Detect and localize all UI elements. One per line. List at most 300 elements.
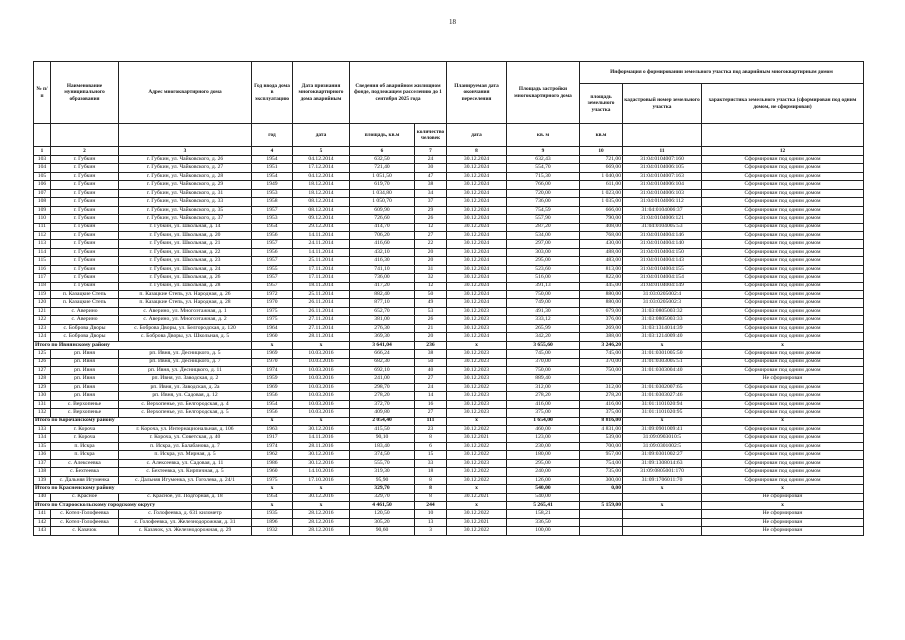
cell-people: 20 [415,257,447,265]
cell-cadastral: 31:09:1308014:63 [623,459,702,467]
table-row [34,206,864,214]
cell-address: п. Искра, ул. Мирная, д. 5 [119,451,252,459]
cell-municipality: с. Аверино [51,307,119,315]
cell-area: 1 050,70 [350,198,415,206]
cell-built-area: 3 655,60 [507,341,580,349]
cell-area: 415,50 [350,426,415,434]
cell-planned-date: x [447,417,507,425]
cell-emergency-date: 10.03.2016 [293,383,350,391]
cell-area: 305,20 [350,518,415,526]
cell-area: 741,10 [350,265,415,273]
cell-land-area: 1 035,00 [580,198,623,206]
cell-year: 1957 [252,274,293,282]
cell-emergency-date: 26.11.2014 [293,299,350,307]
cell-people: 8 [415,434,447,442]
cell-land-area: 721,00 [580,156,623,164]
cell-year: 1975 [252,316,293,324]
cell-land-char: Сформирован под одним домом [702,156,864,164]
cell-planned-date: 30.12.2023 [447,392,507,400]
cell-emergency-date: 28.12.2016 [293,527,350,535]
cell-people: 32 [415,274,447,282]
cell-land-char: Сформирован под одним домом [702,189,864,197]
cell-land-area: 375,00 [580,409,623,417]
cell-area: 706,20 [350,231,415,239]
cell-year: 1954 [252,400,293,408]
column-number: 5 [293,147,350,156]
unit-date: дата [293,124,350,147]
cell-land-area: 312,00 [580,383,623,391]
table-row [34,274,864,282]
cell-emergency-date: 14.11.2014 [293,248,350,256]
cell-planned-date: 30.12.2024 [447,156,507,164]
cell-emergency-date: 30.12.2016 [293,493,350,501]
cell-people: 27 [415,231,447,239]
cell-area: 416,60 [350,240,415,248]
cell-municipality: г. Губкин [51,265,119,273]
cell-emergency-date: 18.12.2014 [293,189,350,197]
cell-year: 1932 [252,527,293,535]
cell-land-area [580,527,623,535]
cell-cadastral: 31:04:0104005:53 [623,223,702,231]
cell-planned-date: 30.12.2024 [447,172,507,180]
cell-municipality: г. Губкин [51,206,119,214]
cell-built-area: 1 654,00 [507,417,580,425]
cell-year: 1975 [252,476,293,484]
cell-planned-date: 30.12.2024 [447,189,507,197]
cell-address: с. Дальняя Игуменка, ул. Гоголева, д. 24/1 [119,476,252,484]
cell-planned-date: 30.12.2022 [447,510,507,518]
table-row [34,426,864,434]
cell-land-area: 957,00 [580,451,623,459]
cell-num: 113 [34,240,51,248]
table-row [34,248,864,256]
cell-emergency-date: 10.03.2016 [293,375,350,383]
cell-built-area: 333,12 [507,316,580,324]
cell-num: 123 [34,324,51,332]
cell-cadastral: 31:09:0805001:170 [623,468,702,476]
cell-num: 107 [34,189,51,197]
header-address: Адрес многоквартирного дома [119,62,252,124]
table-row [34,510,864,518]
cell-address: г. Губкин, ул. Чайковского, д. 35 [119,206,252,214]
cell-emergency-date: 04.12.2014 [293,172,350,180]
cell-land-area: 430,00 [580,240,623,248]
cell-municipality: г. Губкин [51,282,119,290]
cell-planned-date: 30.12.2024 [447,333,507,341]
cell-cadastral: 31:04:0104007:160 [623,156,702,164]
table-row [34,198,864,206]
cell-address: г. Губкин, ул. Школьная, д. 28 [119,282,252,290]
cell-land-area: 669,00 [580,164,623,172]
cell-built-area: 336,50 [507,518,580,526]
cell-num: 108 [34,198,51,206]
subtotal-row [34,485,864,493]
cell-built-area: 265,99 [507,324,580,332]
cell-cadastral: 31:09:0301002:5 [623,442,702,450]
cell-planned-date: x [447,485,507,493]
table-row [34,451,864,459]
cell-num: 131 [34,400,51,408]
cell-cadastral: x [623,501,702,509]
cell-cadastral: x [623,485,702,493]
cell-num: 112 [34,231,51,239]
table-row [34,291,864,299]
cell-address: г. Губкин, ул. Чайковского, д. 37 [119,215,252,223]
cell-planned-date: 30.12.2024 [447,181,507,189]
cell-area: 369,30 [350,333,415,341]
cell-area: 298,70 [350,383,415,391]
unit-year: год [252,124,293,147]
cell-municipality: г. Губкин [51,215,119,223]
column-number: 8 [447,147,507,156]
cell-planned-date: 30.12.2024 [447,257,507,265]
cell-land-char: x [702,417,864,425]
cell-planned-date: 30.12.2023 [447,350,507,358]
cell-year: 1960 [252,468,293,476]
header-built-area: Площадь застройки многоквартирного дома [507,62,580,124]
cell-emergency-date: 10.03.2016 [293,409,350,417]
cell-cadastral: 31:01:0302007:65 [623,383,702,391]
cell-planned-date: 30.12.2023 [447,358,507,366]
cell-emergency-date: 18.11.2014 [293,282,350,290]
cell-people: 16 [415,400,447,408]
table-row [34,366,864,374]
cell-land-area [580,493,623,501]
cell-built-area: 632,43 [507,156,580,164]
cell-area: 416,30 [350,257,415,265]
cell-year: 1935 [252,510,293,518]
unit-sqm: кв. м [507,124,580,147]
cell-land-char: Сформирован под одним домом [702,350,864,358]
column-number: 10 [580,147,623,156]
cell-land-area: 750,00 [580,366,623,374]
table-row [34,324,864,332]
cell-land-area [580,510,623,518]
cell-planned-date: 30.12.2023 [447,366,507,374]
cell-emergency-date: 08.12.2014 [293,198,350,206]
column-number: 1 [34,147,51,156]
cell-land-char: Сформирован под одним домом [702,392,864,400]
cell-land-char: Сформирован под одним домом [702,181,864,189]
cell-municipality: с. Верхопенье [51,400,119,408]
subtotal-label: Итого по Старооскольскому городскому округу [34,501,252,509]
table-row [34,527,864,535]
cell-cadastral: 31:03:0205002:4 [623,291,702,299]
cell-people: 18 [415,468,447,476]
cell-area: 374,50 [350,451,415,459]
cell-cadastral: 31:01:0301005:50 [623,350,702,358]
cell-municipality: рп. Ивня [51,358,119,366]
cell-address: г. Губкин, ул. Школьная, д. 21 [119,240,252,248]
cell-num: 135 [34,442,51,450]
cell-municipality: с. Алексеевка [51,459,119,467]
cell-land-char: Сформирован под одним домом [702,265,864,273]
cell-people: 23 [415,426,447,434]
cell-people: 27 [415,409,447,417]
cell-municipality: с. Красное [51,493,119,501]
cell-land-area: 754,00 [580,459,623,467]
cell-emergency-date: 17.11.2014 [293,265,350,273]
cell-emergency-date: 18.12.2014 [293,181,350,189]
cell-land-char: Сформирован под одним домом [702,164,864,172]
column-number: 12 [702,147,864,156]
cell-emergency-date: 29.12.2014 [293,223,350,231]
cell-cadastral: 31:03:0805003:33 [623,316,702,324]
column-number: 3 [119,147,252,156]
cell-built-area: 554,70 [507,164,580,172]
cell-people: 10 [415,510,447,518]
table-row [34,265,864,273]
cell-emergency-date: 26.11.2014 [293,307,350,315]
cell-num: 127 [34,366,51,374]
cell-built-area: 342,20 [507,333,580,341]
cell-built-area: 745,00 [507,350,580,358]
cell-address: рп. Ивня, ул. Десницкого, д. 11 [119,366,252,374]
cell-built-area: 736,00 [507,198,580,206]
cell-cadastral: 31:04:0104004:149 [623,282,702,290]
cell-num: 125 [34,350,51,358]
cell-address: с. Казачок, ул. Железнодорожная, д. 29 [119,527,252,535]
cell-people: 26 [415,316,447,324]
cell-built-area: 750,00 [507,291,580,299]
cell-land-char: Сформирован под одним домом [702,434,864,442]
cell-built-area: 5 265,41 [507,501,580,509]
cell-land-char: Сформирован под одним домом [702,231,864,239]
cell-area: 276,30 [350,324,415,332]
cell-cadastral: 31:04:0104006:37 [623,206,702,214]
cell-people: 49 [415,299,447,307]
cell-land-char: Сформирован под одним домом [702,476,864,484]
cell-num: 128 [34,375,51,383]
cell-people: 29 [415,206,447,214]
cell-built-area: 557,90 [507,215,580,223]
cell-built-area: 516,00 [507,274,580,282]
cell-cadastral: 31:01:0303004:40 [623,366,702,374]
cell-built-area: 416,00 [507,400,580,408]
cell-built-area: 766,00 [507,181,580,189]
cell-municipality: с. Верхопенье [51,409,119,417]
cell-built-area: 749,00 [507,299,580,307]
cell-year: 1972 [252,291,293,299]
cell-cadastral: 31:09:0901009:41 [623,426,702,434]
cell-area: 726,60 [350,215,415,223]
cell-people: 20 [415,333,447,341]
cell-emergency-date: 17.11.2014 [293,274,350,282]
table-row [34,307,864,315]
cell-built-area: 126,00 [507,476,580,484]
header-land-area: площадь земельного участка [580,84,623,124]
subtotal-row [34,341,864,349]
cell-planned-date: 30.12.2024 [447,206,507,214]
cell-num: 141 [34,510,51,518]
cell-people: 47 [415,172,447,180]
cell-year: 1959 [252,375,293,383]
cell-land-char: Сформирован под одним домом [702,400,864,408]
cell-land-char: Сформирован под одним домом [702,426,864,434]
cell-address: г. Короча, ул. Советская, д. 40 [119,434,252,442]
cell-area: 381,00 [350,316,415,324]
cell-built-area: 297,00 [507,240,580,248]
cell-built-area: 240,00 [507,468,580,476]
cell-municipality: с. Котел-Голофеевка [51,510,119,518]
table-row [34,409,864,417]
cell-year: 1969 [252,383,293,391]
cell-municipality: г. Губкин [51,172,119,180]
cell-cadastral: 31:03:0805003:32 [623,307,702,315]
cell-built-area: 540,00 [507,493,580,501]
cell-built-area: 540,00 [507,485,580,493]
cell-emergency-date: 27.11.2014 [293,316,350,324]
cell-people: 14 [415,392,447,400]
cell-emergency-date: 30.12.2016 [293,451,350,459]
cell-num: 132 [34,409,51,417]
cell-land-char: Сформирован под одним домом [702,459,864,467]
cell-num: 122 [34,316,51,324]
header-emergency-date: Дата признания многоквартирного дома аварийным [293,62,350,124]
table-row [34,257,864,265]
cell-cadastral: 31:09:0903010:5 [623,434,702,442]
cell-cadastral: 31:04:0104006:112 [623,198,702,206]
cell-area: 1 034,80 [350,189,415,197]
unit-empty [51,124,119,147]
cell-planned-date: 30.12.2023 [447,400,507,408]
cell-land-char: Сформирован под одним домом [702,299,864,307]
cell-built-area: 312,00 [507,383,580,391]
cell-emergency-date: 14.11.2016 [293,434,350,442]
cell-year: 1974 [252,366,293,374]
table-row [34,181,864,189]
cell-people: 12 [415,223,447,231]
cell-area: 3 641,04 [350,341,415,349]
cell-num: 114 [34,248,51,256]
cell-land-char: Сформирован под одним домом [702,206,864,214]
cell-emergency-date: 28.12.2016 [293,518,350,526]
cell-people: 27 [415,375,447,383]
cell-land-area: 408,00 [580,223,623,231]
cell-year: 1957 [252,282,293,290]
cell-municipality: г. Губкин [51,274,119,282]
cell-emergency-date: 28.11.2014 [293,333,350,341]
cell-land-area: 3 246,20 [580,341,623,349]
cell-num: 121 [34,307,51,315]
cell-municipality: г. Губкин [51,257,119,265]
cell-cadastral: 31:04:0104004:140 [623,240,702,248]
cell-municipality: г. Губкин [51,164,119,172]
table-row [34,383,864,391]
cell-year: x [252,417,293,425]
cell-area: 652,70 [350,307,415,315]
cell-municipality: с. Боброва Дворы [51,324,119,332]
cell-land-char: x [702,501,864,509]
cell-planned-date: 30.12.2024 [447,215,507,223]
table-row [34,518,864,526]
cell-year: 1951 [252,164,293,172]
cell-year: 1960 [252,333,293,341]
cell-built-area: 460,00 [507,426,580,434]
cell-num: 111 [34,223,51,231]
cell-emergency-date: x [293,485,350,493]
cell-land-area: 278,20 [580,392,623,400]
header-year-built: Год ввода дома в эксплуатацию [252,62,293,124]
cell-year: 1964 [252,324,293,332]
column-number-row [34,147,864,156]
cell-cadastral: 31:04:0104006:104 [623,181,702,189]
cell-address: с. Боброва Дворы, ул. Школьная, д. 5 [119,333,252,341]
cell-emergency-date: 17.12.2014 [293,164,350,172]
cell-people: 8 [415,493,447,501]
cell-year: 1956 [252,392,293,400]
unit-sqm2: кв.м [580,124,623,147]
cell-area: 414,70 [350,223,415,231]
cell-planned-date: 30.12.2021 [447,434,507,442]
cell-emergency-date: 04.12.2014 [293,156,350,164]
cell-emergency-date: 28.12.2016 [293,510,350,518]
unit-empty [34,124,51,147]
cell-land-area [580,375,623,383]
cell-num: 136 [34,451,51,459]
cell-emergency-date: 27.11.2014 [293,324,350,332]
cell-year: 1953 [252,215,293,223]
cell-planned-date: 30.12.2024 [447,265,507,273]
table-row [34,223,864,231]
cell-planned-date: 30.12.2022 [447,527,507,535]
cell-planned-date: 30.12.2024 [447,198,507,206]
cell-people: 33 [415,459,447,467]
cell-year: 1962 [252,451,293,459]
cell-emergency-date: 25.11.2014 [293,257,350,265]
table-row [34,282,864,290]
cell-planned-date: x [447,501,507,509]
cell-land-area: 822,00 [580,274,623,282]
cell-built-area: 230,00 [507,442,580,450]
cell-address: г. Губкин, ул. Чайковского, д. 29 [119,181,252,189]
cell-area: 609,90 [350,206,415,214]
cell-land-area: 488,00 [580,248,623,256]
cell-built-area: 123,00 [507,434,580,442]
emergency-housing-table [33,61,864,536]
cell-built-area: 158,21 [507,510,580,518]
cell-planned-date: 30.12.2024 [447,291,507,299]
cell-municipality: г. Губкин [51,189,119,197]
cell-land-area: 376,00 [580,316,623,324]
cell-address: г. Короча, ул. Интернациональная, д. 106 [119,426,252,434]
cell-year: 1970 [252,299,293,307]
unit-date2: дата [447,124,507,147]
cell-area: 882,40 [350,291,415,299]
cell-year: 1956 [252,409,293,417]
cell-land-area: 735,00 [580,468,623,476]
cell-cadastral: 31:04:0104006:121 [623,215,702,223]
cell-num: 105 [34,172,51,180]
table-row [34,442,864,450]
cell-address: с. Верхопенье, ул. Белгородская, д. 5 [119,409,252,417]
cell-municipality: с. Дальняя Игуменка [51,476,119,484]
cell-address: г. Губкин, ул. Школьная, д. 23 [119,257,252,265]
cell-land-char: x [702,341,864,349]
cell-built-area: 278,20 [507,392,580,400]
cell-area: 329,70 [350,485,415,493]
cell-planned-date: 30.12.2023 [447,307,507,315]
cell-people: 38 [415,350,447,358]
cell-address: с. Аверино, ул. Многоэтажная, д. 2 [119,316,252,324]
cell-built-area: 180,00 [507,451,580,459]
cell-num: 129 [34,383,51,391]
cell-land-char: Сформирован под одним домом [702,215,864,223]
cell-area: 372,70 [350,400,415,408]
table-row [34,476,864,484]
cell-num: 130 [34,392,51,400]
cell-year: 1917 [252,434,293,442]
